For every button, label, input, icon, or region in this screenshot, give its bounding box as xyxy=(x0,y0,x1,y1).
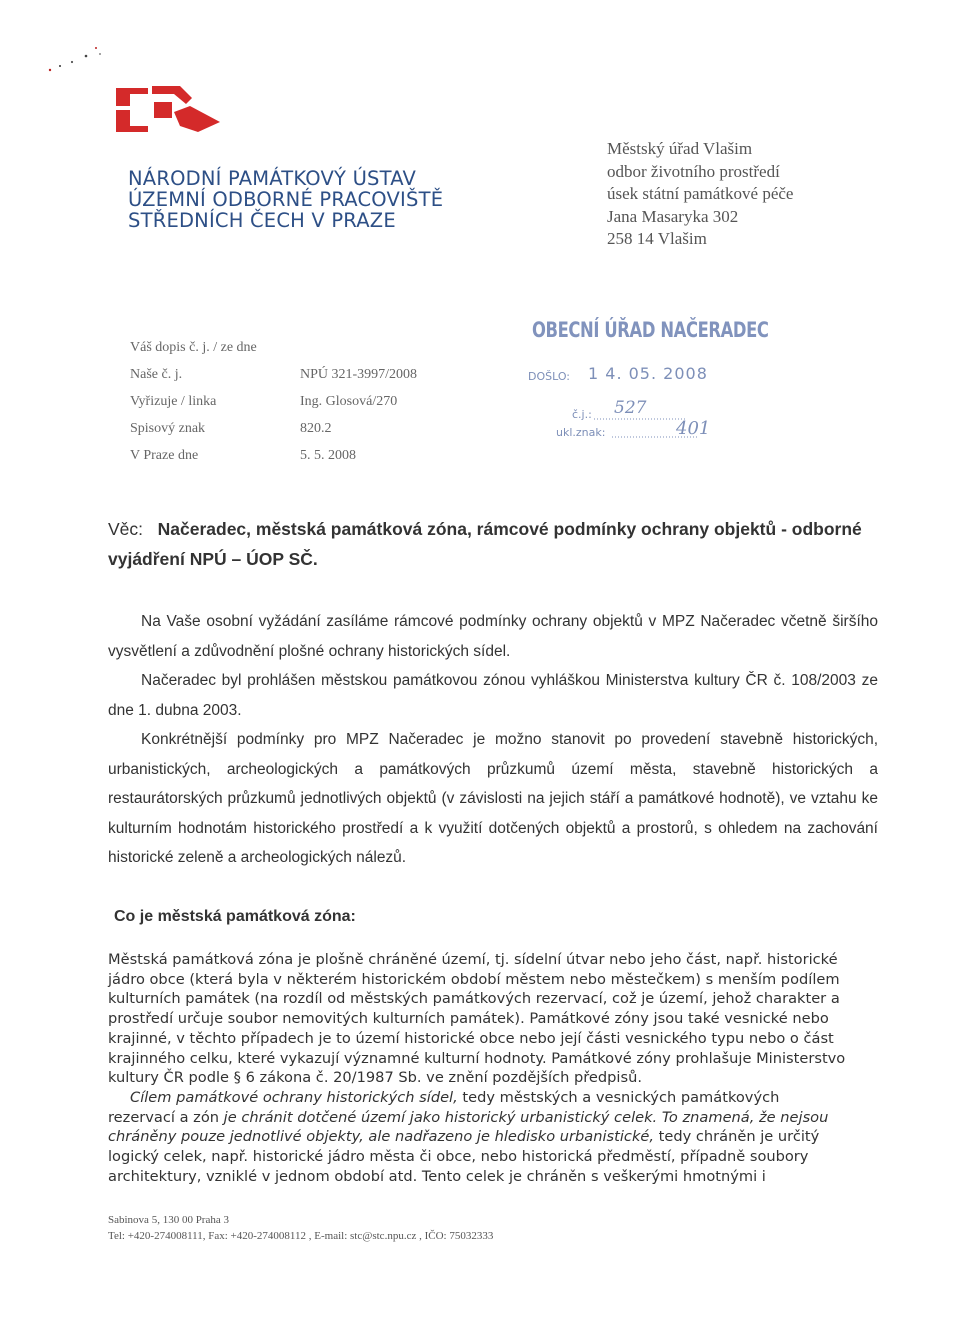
stamp-received-label: DOŠLO: xyxy=(528,370,571,383)
recipient-address xyxy=(607,138,793,251)
reference-labels xyxy=(130,334,257,469)
body-paragraph-2: Načeradec byl prohlášen městskou památkovou zónou vyhláškou Ministerstva kultury ČR č. 108/2003 ze dne 1. dubna 2003. xyxy=(108,672,878,719)
institution-line-2: ÚZEMNÍ ODBORNÉ PRACOVIŠTĚ xyxy=(128,188,444,211)
footer-address: Sabinova 5, 130 00 Praha 3 xyxy=(108,1214,229,1226)
section-paragraph-2 xyxy=(108,1088,848,1187)
footer-phone-email: Tel: +420-274008111, Fax: +420-274008112 , E-mail: stc@stc.npu.cz , IČO: 75032333 xyxy=(108,1230,494,1242)
stamp-file-label: ukl.znak: xyxy=(556,426,606,439)
label-handled-by: Vyřizuje / linka xyxy=(130,394,217,409)
scan-specks xyxy=(38,40,118,80)
value-our-ref: NPÚ 321-3997/2008 xyxy=(300,367,418,382)
institution-name xyxy=(128,168,443,231)
subject-label: Věc: xyxy=(108,519,144,539)
section-p2-text-1: tedy městských a vesnických památkových rezervací a zón xyxy=(108,1088,780,1126)
label-our-ref: Naše č. j. xyxy=(130,367,183,382)
stamp-ref-label: č.j.: xyxy=(572,408,592,421)
institution-line-3: STŘEDNÍCH ČECH V PRAZE xyxy=(128,209,396,232)
stamp-title: OBECNÍ ÚŘAD NAČERADEC xyxy=(532,318,769,342)
stamp-dotted-lines xyxy=(518,318,738,448)
section-paragraph-1: Městská památková zóna je plošně chráněné území, tj. sídelní útvar nebo jeho část, např. historické jádro obce (která byla v některém historickém období městem nebo městečkem) s menším podílem kulturních památek (na rozdíl od městských památkových rezervací, což je území, jehož charakter a prostředí určuje soubor nemovitých kulturních památek). Památkové zóny jsou také vesnické nebo krajinné, v těchto případech je to území historické obce nebo její části vesnického typu nebo o část krajinného celku, které vykazují významné kulturní hodnoty. Památkové zóny prohlašuje Ministerstvo kultury ČR podle § 6 zákona č. 20/1987 Sb. ve znění pozdějších předpisů. xyxy=(108,951,846,1087)
label-file-mark: Spisový znak xyxy=(130,421,206,436)
label-date: V Praze dne xyxy=(130,448,199,463)
value-file-mark: 820.2 xyxy=(300,421,332,436)
value-date: 5. 5. 2008 xyxy=(300,448,356,463)
section-text xyxy=(108,950,848,1186)
subject-text: Načeradec, městská památková zóna, rámcové podmínky ochrany objektů - odborné vyjádření NPÚ – ÚOP SČ. xyxy=(108,519,862,569)
footer-contact xyxy=(108,1212,493,1244)
section-p2-text-2: tedy chráněn je určitý logický celek, např. historické jádro města či obce, nebo historická předměstí, případně soubory architektury, vzniklé v jednom období atd. Tento celek je chráněn s veškerými hmotnými i xyxy=(108,1128,820,1185)
body-text xyxy=(108,607,878,873)
npu-logo xyxy=(108,80,248,170)
stamp-file-value: 401 xyxy=(676,418,711,439)
stamp-received-date: 1 4. 05. 2008 xyxy=(588,364,708,383)
value-your-letter xyxy=(300,334,417,361)
recipient-line-1: Městský úřad Vlašim xyxy=(607,139,753,158)
body-paragraph-1: Na Vaše osobní vyžádání zasíláme rámcové podmínky ochrany objektů v MPZ Načeradec včetně širšího vysvětlení a zdůvodnění plošné ochrany historických sídel. xyxy=(108,613,878,660)
recipient-line-3: úsek státní památkové péče xyxy=(607,184,794,203)
value-handled-by: Ing. Glosová/270 xyxy=(300,394,398,409)
recipient-line-4: Jana Masaryka 302 xyxy=(607,206,739,226)
reference-values xyxy=(300,334,417,469)
section-heading: Co je městská památková zóna: xyxy=(114,908,356,925)
section-p2-italic-1: Cílem památkové ochrany historických sídel, xyxy=(130,1088,458,1106)
recipient-line-2: odbor životního prostředí xyxy=(607,161,780,181)
receipt-stamp xyxy=(518,318,769,448)
label-your-letter: Váš dopis č. j. / ze dne xyxy=(130,340,257,355)
subject-line xyxy=(108,514,878,574)
body-paragraph-3: Konkrétnější podmínky pro MPZ Načeradec je možno stanovit po provedení stavebně historických, urbanistických, archeologických a památkových průzkumů území města, stavebně historických a restaurátorských průzkumů jednotlivých objektů (v závislosti na jejich stáří a památkové hodnotě), ve vztahu ke kulturním hodnotám historického prostředí a k využití dotčených objektů a prostorů, s ohledem na zachování historické zeleně a archeologických nálezů. xyxy=(108,731,878,866)
section-p2-italic-2: je chránit dotčené území jako historický urbanistický celek. To znamená, že nejsou chráněny pouze jednotlivé objekty, ale nadřazeno je hledisko urbanistické, xyxy=(108,1108,829,1146)
recipient-line-5: 258 14 Vlašim xyxy=(607,229,707,248)
stamp-ref-value: 527 xyxy=(614,398,647,418)
institution-line-1: NÁRODNÍ PAMÁTKOVÝ ÚSTAV xyxy=(128,167,417,190)
